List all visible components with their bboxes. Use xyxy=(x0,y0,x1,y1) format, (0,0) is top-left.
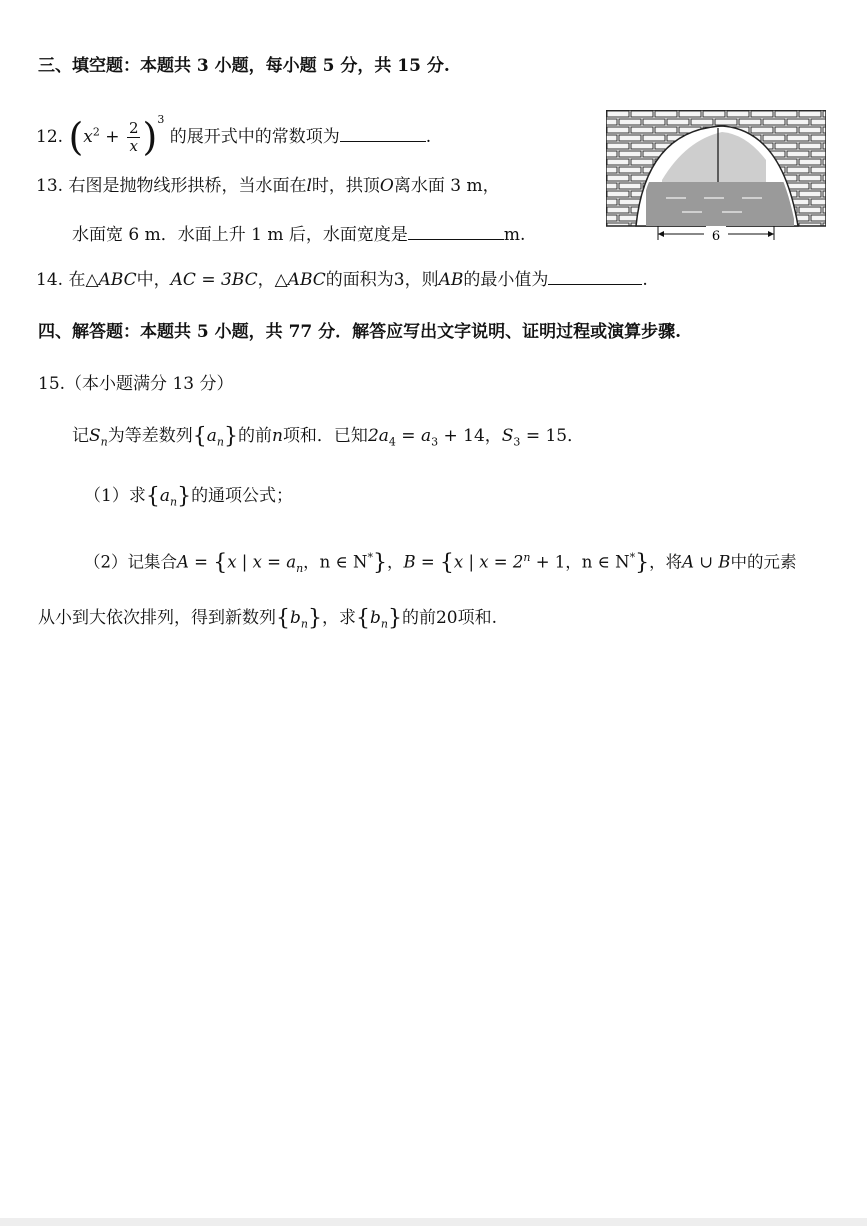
q15-a-sub: n xyxy=(216,435,224,449)
q15-stem-n: n xyxy=(271,426,283,446)
q15-cond2-sub: 3 xyxy=(513,435,521,449)
q12-x: x xyxy=(83,127,93,147)
q15-comma: ， xyxy=(386,552,404,572)
q14-text-c: ，△ xyxy=(257,270,288,290)
q13-text-d: 水面宽 6 m．水面上升 1 m 后，水面宽度是 xyxy=(72,225,408,245)
q15-part2-line2: 从小到大依次排列，得到新数列$\{b_n\}$，求$\{b_n\}$的前20项和. xyxy=(38,606,498,631)
q15-setB-rest: + 1，n ∈ N xyxy=(530,552,630,572)
question-14 xyxy=(36,266,648,292)
q12-number: 12. xyxy=(36,127,64,147)
q15-cond1-sub: 4 xyxy=(388,435,396,449)
q15-cond2-rest: = 15． xyxy=(520,426,585,446)
water xyxy=(646,182,794,226)
question-13-line2 xyxy=(72,221,525,247)
q15-part2-line2b: ，求 xyxy=(321,608,356,628)
q15-union: A ∪ B xyxy=(682,552,731,572)
q13-unit: m. xyxy=(503,225,526,245)
q15-setB-exp: n xyxy=(523,551,531,564)
q15-stem-a: 记 xyxy=(72,426,89,446)
section4-heading: 四、解答题：本题共 5 小题，共 77 分．解答应写出文字说明、证明过程或演算步骤. xyxy=(38,322,682,342)
q14-equation: AC = 3BC xyxy=(170,270,258,290)
q15-cond1: 2a xyxy=(367,426,389,446)
q15-part2-line1: （2）记集合A = {x | $x = a_n$，n ∈ N*}，B = {x | $x = 2^n + 1$，n ∈ N*}，将A ∪ B中的元素 xyxy=(84,550,797,576)
q14-text-d: 的面积为3，则 xyxy=(325,270,439,290)
q15-setA-inner: x | x = a xyxy=(227,552,297,572)
q12-square: 2 xyxy=(92,125,100,139)
right-paren: ) xyxy=(142,115,158,159)
q14-ab: AB xyxy=(438,270,464,290)
q15-setB-inner: x | x = 2 xyxy=(453,552,524,572)
left-paren: ( xyxy=(68,115,84,159)
q15-cond1-sub2: 3 xyxy=(431,435,439,449)
q15-bn-sub: n xyxy=(300,617,308,631)
q15-part2-line2a: 从小到大依次排列，得到新数列 xyxy=(38,608,276,628)
q12-end: . xyxy=(425,127,432,147)
q15-set-A: A xyxy=(177,552,189,572)
q15-S-sub: n xyxy=(100,435,108,449)
q15-a: a xyxy=(206,426,217,446)
q13-text-b: 时，拱顶 xyxy=(311,176,380,196)
q14-abc1: ABC xyxy=(98,270,137,290)
q13-text-c: 离水面 3 m， xyxy=(393,176,500,196)
q15-setA-n: ，n ∈ N xyxy=(303,552,368,572)
q14-text-a: 在△ xyxy=(68,270,99,290)
q12-text: 的展开式中的常数项为 xyxy=(169,127,340,147)
q15-part1-a: （1）求 xyxy=(84,486,146,506)
q14-text-e: 的最小值为 xyxy=(463,270,549,290)
q13-O: O xyxy=(379,176,394,196)
q12-frac-num: 2 xyxy=(128,119,139,137)
q15-setB-star: * xyxy=(629,551,636,564)
q12-plus: + xyxy=(105,127,120,147)
q15-part1-b: 的通项公式； xyxy=(191,486,294,506)
q12-answer-blank[interactable] xyxy=(340,123,426,142)
width-label: 6 xyxy=(711,229,721,242)
q13-text-a: 右图是抛物线形拱桥，当水面在 xyxy=(68,176,307,196)
q15-setA-star: * xyxy=(367,551,373,564)
q13-number: 13. xyxy=(36,176,64,196)
arch-bridge-figure xyxy=(606,110,826,242)
q15-stem: 记$S_n$为等差数列$\{a_n\}$的前n项和．已知$2a_4 = a_3 + 14$，$S_3 = 15$． xyxy=(72,424,585,449)
q15-part2-line2c: 的前20项和. xyxy=(401,608,498,628)
q13-l: l xyxy=(306,176,312,196)
q14-text-b: 中， xyxy=(136,270,171,290)
q13-answer-blank[interactable] xyxy=(408,221,504,240)
q15-stem-d: 项和．已知 xyxy=(282,426,368,446)
q15-cond2: S xyxy=(501,426,514,446)
q15-cond1-rest: + 14， xyxy=(438,426,502,446)
q15-part1-an: a xyxy=(159,486,170,506)
q15-part2-tail: ，将 xyxy=(649,552,683,572)
q15-part1: （1）求$\{a_n\}$的通项公式； xyxy=(84,484,294,509)
q15-bn2-sub: n xyxy=(380,617,388,631)
page-bottom-edge xyxy=(0,1218,867,1226)
q14-answer-blank[interactable] xyxy=(548,266,642,285)
q15-bn: b xyxy=(290,608,301,628)
q12-fraction xyxy=(127,120,141,155)
q15-cond1-eq: = a xyxy=(395,426,432,446)
q15-bn2: b xyxy=(369,608,381,628)
q15-stem-c: 的前 xyxy=(237,426,272,446)
q15-part2-end: 中的元素 xyxy=(730,552,797,572)
q15-eq2: = xyxy=(415,552,440,572)
q15-set-B: B xyxy=(403,552,416,572)
q15-eq1: = xyxy=(188,552,214,572)
q15-part2-a: （2）记集合 xyxy=(84,552,177,572)
q12-power: 3 xyxy=(157,113,165,127)
q15-S: S xyxy=(89,426,101,446)
q12-frac-den: x xyxy=(129,137,138,155)
q15-part1-an-sub: n xyxy=(169,495,178,509)
q15-setA-sub: n xyxy=(296,561,304,575)
q14-abc2: ABC xyxy=(287,270,326,290)
q15-stem-b: 为等差数列 xyxy=(107,426,193,446)
q15-title: 15.（本小题满分 13 分） xyxy=(38,374,234,394)
section3-heading: 三、填空题：本题共 3 小题，每小题 5 分，共 15 分. xyxy=(38,56,450,76)
q14-number: 14. xyxy=(36,270,64,290)
question-13-line1 xyxy=(36,174,500,198)
question-12 xyxy=(36,113,432,159)
q14-end: . xyxy=(642,270,648,290)
